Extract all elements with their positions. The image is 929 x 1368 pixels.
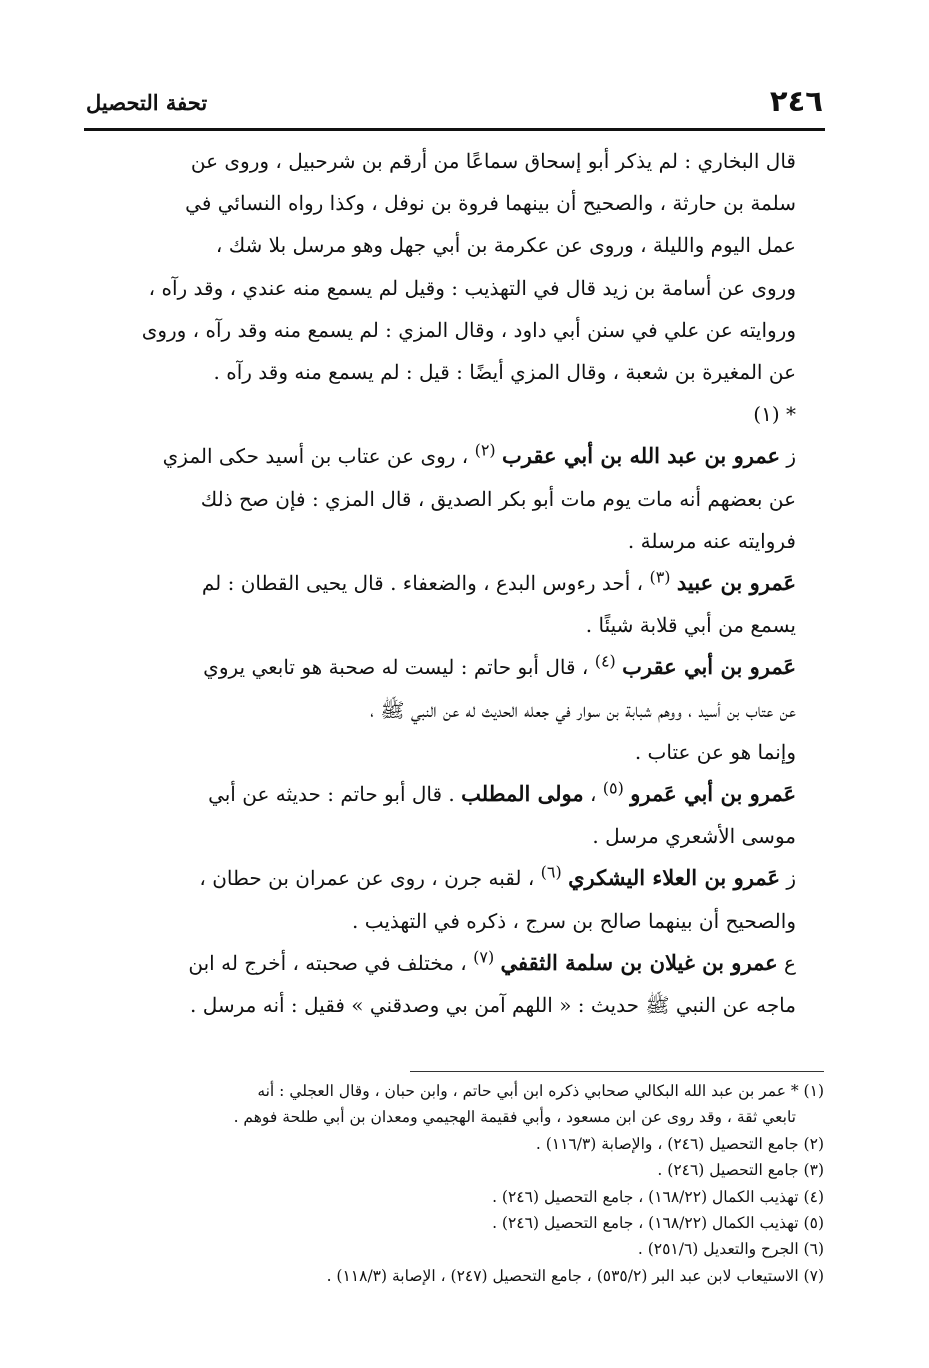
entry-first-line (84, 562, 824, 604)
footnotes (84, 1078, 824, 1289)
entry-amr-ibn-abi-aqrab (84, 646, 824, 773)
entry-amr-ibn-abdullah (84, 435, 824, 562)
footnote-item: (٣) جامع التحصيل (٢٤٦) . (657, 1161, 824, 1180)
book-title: تحفة التحصيل (86, 90, 208, 115)
text-line: قال البخاري : لم يذكر أبو إسحاق سماعًا من أرقم بن شرحبيل ، وروى عن (190, 149, 796, 173)
entry-separator: ، (583, 782, 603, 807)
entry-amr-ibn-ubaid (84, 562, 824, 646)
entry-text: ، قال أبو حاتم : ليست له صحبة هو تابعي يروي (203, 655, 595, 680)
text-line: عن بعضهم أنه مات يوم مات أبو بكر الصديق ، قال المزي : فإن صح ذلك (200, 486, 796, 511)
entry-first-line (84, 435, 824, 477)
entry-first-line (84, 942, 824, 984)
header-rule (84, 128, 825, 131)
footnote-ref: (١) (753, 402, 780, 427)
text-line: والصحيح أن بينهما صالح بن سرج ، ذكره في التهذيب . (351, 908, 796, 933)
text-line: يسمع من أبي قلابة شيئًا . (585, 613, 796, 638)
footnote-ref: (٥) (602, 778, 624, 798)
entry-text: ، لقبه جرن ، روى عن عمران بن حطان ، (199, 866, 541, 891)
footnote-item: (١) * عمر بن عبد الله البكالي صحابي ذكره ابن أبي حاتم ، وابن حبان ، وقال العجلي : أنه (257, 1082, 824, 1100)
entry-prefix: ز (779, 444, 796, 469)
footnote-ref: (٢) (474, 440, 496, 460)
star-footnote-marker (84, 393, 824, 435)
footnote-ref: (٦) (540, 862, 562, 882)
text-line: عن المغيرة بن شعبة ، وقال المزي أيضًا : قيل : لم يسمع منه وقد رآه . (213, 360, 796, 385)
footnote-item: (٧) الاستيعاب لابن عبد البر (٥٣٥/٢) ، جامع التحصيل (٢٤٧) ، الإصابة (١١٨/٣) . (326, 1266, 824, 1285)
page-header (86, 84, 823, 124)
text-line: ماجه عن النبي ﷺ حديث : « اللهم آمن بي وصدقني » فقيل : أنه مرسل . (190, 993, 796, 1018)
entry-amr-ibn-ghaylan (84, 942, 824, 1026)
entry-name: عَمرو بن أبي عَمرو (630, 781, 796, 807)
entry-first-line (84, 646, 824, 688)
entry-first-line (84, 857, 824, 899)
star-icon: * (786, 402, 796, 427)
footnote-ref: (٧) (473, 947, 495, 967)
entry-text: ، مختلف في صحبته ، أخرج له ابن (188, 950, 474, 975)
entry-amr-ibn-al-ala (84, 857, 824, 941)
footnote-ref: (٤) (594, 651, 616, 671)
entry-text: ، أحد رءوس البدع ، والضعفاء . قال يحيى القطان : لم (201, 571, 650, 596)
paragraph-bukhari (84, 140, 824, 435)
entry-prefix: ع (777, 950, 796, 975)
footnote-item: (٥) تهذيب الكمال (١٦٨/٢٢) ، جامع التحصيل (٢٤٦) . (492, 1214, 824, 1233)
entry-text: . قال أبو حاتم : حديثه عن أبي (208, 782, 462, 807)
entry-name: عَمرو بن أبي عقرب (622, 654, 796, 680)
footnote-item-continuation: تابعي ثقة ، وقد روى عن ابن مسعود ، وأبي فقيمة الهجيمي ومعدان بن أبي طلحة فوهم . (233, 1108, 796, 1127)
text-line: عمل اليوم والليلة ، وروى عن عكرمة بن أبي جهل وهو مرسل بلا شك ، (215, 233, 796, 258)
text-line: موسى الأشعري مرسل . (592, 824, 796, 849)
entry-name: عَمرو بن العلاء اليشكري (568, 865, 780, 891)
entry-amr-ibn-abi-amr (84, 773, 824, 857)
entry-text: ، روى عن عتاب بن أسيد حكى المزي (162, 444, 475, 469)
text-line: وروايته عن علي في سنن أبي داود ، وقال المزي : لم يسمع منه وقد رآه ، وروى (141, 317, 796, 342)
footnote-item: (٦) الجرح والتعديل (٢٥١/٦) . (637, 1240, 824, 1259)
text-line: وإنما هو عن عتاب . (634, 739, 796, 764)
entry-first-line (84, 773, 824, 815)
entry-name: عَمرو بن عبيد (676, 570, 796, 596)
footnote-rule (410, 1071, 824, 1072)
entry-name: عمرو بن عبد الله بن أبي عقرب (502, 443, 780, 469)
footnote-item: (٤) تهذيب الكمال (١٦٨/٢٢) ، جامع التحصيل (٢٤٦) . (492, 1187, 824, 1206)
footnote-item: (٢) جامع التحصيل (٢٤٦) ، والإصابة (١١٦/٣) . (535, 1134, 824, 1153)
page-number: ٢٤٦ (769, 84, 823, 118)
main-text (84, 140, 824, 1026)
text-line: عن عتاب بن أسيد ، ووهم شبابة بن سوار في جعله الحديث له عن النبي ﷺ ، (370, 697, 796, 722)
text-line: فروايته عنه مرسلة . (627, 528, 796, 553)
entry-name-secondary: مولى المطلب (461, 781, 584, 807)
entry-prefix: ز (779, 866, 796, 891)
entry-name: عمرو بن غيلان بن سلمة الثقفي (500, 949, 778, 975)
text-line: سلمة بن حارثة ، والصحيح أن بينهما فروة بن نوفل ، وكذا رواه النسائي في (185, 191, 796, 216)
footnote-ref: (٣) (649, 567, 671, 587)
text-line: وروى عن أسامة بن زيد قال في التهذيب : وقيل لم يسمع منه عندي ، وقد رآه ، (148, 275, 796, 300)
